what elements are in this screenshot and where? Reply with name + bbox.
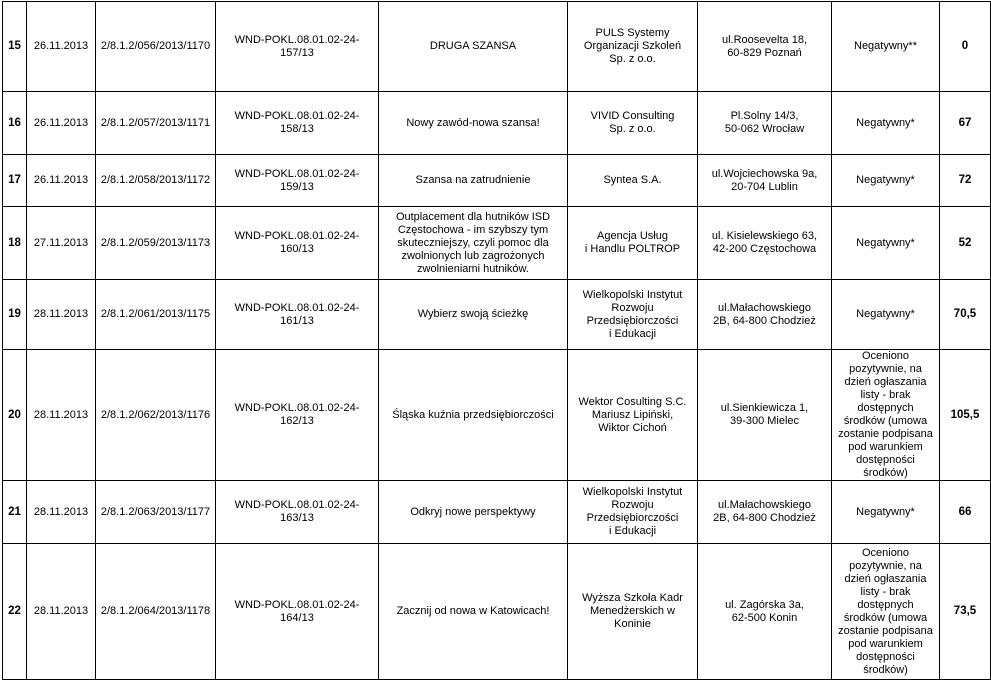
project-number-cell: WND-POKL.08.01.02-24-163/13 (216, 481, 379, 544)
row-number: 16 (3, 92, 27, 155)
table-row (3, 92, 991, 155)
result-cell: Negatywny** (832, 2, 940, 92)
registration-number-cell: 2/8.1.2/062/2013/1176 (96, 350, 216, 481)
project-number-cell: WND-POKL.08.01.02-24-162/13 (216, 350, 379, 481)
registration-number-cell: 2/8.1.2/063/2013/1177 (96, 481, 216, 544)
date-cell: 28.11.2013 (27, 481, 96, 544)
registration-number-cell: 2/8.1.2/064/2013/1178 (96, 544, 216, 680)
project-title-cell: Outplacement dla hutników ISD Częstochowa - im szybszy tym skuteczniejszy, czyli pomoc dla zwolnionych lub zagrożonych zwolnieniami hutników. (379, 207, 568, 280)
address-cell: ul.Roosevelta 18, 60-829 Poznań (698, 2, 832, 92)
row-number: 22 (3, 544, 27, 680)
date-cell: 26.11.2013 (27, 2, 96, 92)
applicant-cell: Wielkopolski Instytut Rozwoju Przedsiębiorczości i Edukacji (568, 280, 698, 350)
result-cell: Negatywny* (832, 207, 940, 280)
registration-number-cell: 2/8.1.2/058/2013/1172 (96, 155, 216, 207)
results-table (2, 1, 991, 680)
result-cell: Negatywny* (832, 481, 940, 544)
table-row (3, 350, 991, 481)
date-cell: 27.11.2013 (27, 207, 96, 280)
table-row (3, 207, 991, 280)
result-cell: Negatywny* (832, 280, 940, 350)
date-cell: 28.11.2013 (27, 350, 96, 481)
points-cell: 105,5 (940, 350, 991, 481)
registration-number-cell: 2/8.1.2/056/2013/1170 (96, 2, 216, 92)
project-title-cell: Odkryj nowe perspektywy (379, 481, 568, 544)
row-number: 15 (3, 2, 27, 92)
project-title-cell: Zacznij od nowa w Katowicach! (379, 544, 568, 680)
address-cell: ul.Małachowskiego 2B, 64-800 Chodzież (698, 280, 832, 350)
points-cell: 72 (940, 155, 991, 207)
table-row (3, 544, 991, 680)
points-cell: 73,5 (940, 544, 991, 680)
address-cell: ul.Sienkiewicza 1, 39-300 Mielec (698, 350, 832, 481)
address-cell: ul.Wojciechowska 9a, 20-704 Lublin (698, 155, 832, 207)
table-row (3, 155, 991, 207)
result-cell: Negatywny* (832, 155, 940, 207)
result-cell: Negatywny* (832, 92, 940, 155)
project-number-cell: WND-POKL.08.01.02-24-158/13 (216, 92, 379, 155)
project-number-cell: WND-POKL.08.01.02-24-161/13 (216, 280, 379, 350)
points-cell: 52 (940, 207, 991, 280)
project-number-cell: WND-POKL.08.01.02-24-160/13 (216, 207, 379, 280)
project-number-cell: WND-POKL.08.01.02-24-164/13 (216, 544, 379, 680)
project-number-cell: WND-POKL.08.01.02-24-157/13 (216, 2, 379, 92)
applicant-cell: Syntea S.A. (568, 155, 698, 207)
applicant-cell: Wyższa Szkoła Kadr Menedżerskich w Koninie (568, 544, 698, 680)
points-cell: 66 (940, 481, 991, 544)
registration-number-cell: 2/8.1.2/057/2013/1171 (96, 92, 216, 155)
points-cell: 70,5 (940, 280, 991, 350)
row-number: 17 (3, 155, 27, 207)
address-cell: ul. Kisielewskiego 63, 42-200 Częstochowa (698, 207, 832, 280)
date-cell: 28.11.2013 (27, 280, 96, 350)
date-cell: 28.11.2013 (27, 544, 96, 680)
project-title-cell: Wybierz swoją ścieżkę (379, 280, 568, 350)
date-cell: 26.11.2013 (27, 92, 96, 155)
registration-number-cell: 2/8.1.2/061/2013/1175 (96, 280, 216, 350)
result-cell: Oceniono pozytywnie, na dzień ogłaszania listy - brak dostępnych środków (umowa zostanie podpisana pod warunkiem dostępności środków) (832, 544, 940, 680)
project-title-cell: Szansa na zatrudnienie (379, 155, 568, 207)
row-number: 19 (3, 280, 27, 350)
project-number-cell: WND-POKL.08.01.02-24-159/13 (216, 155, 379, 207)
row-number: 20 (3, 350, 27, 481)
points-cell: 67 (940, 92, 991, 155)
applicant-cell: PULS Systemy Organizacji Szkoleń Sp. z o.o. (568, 2, 698, 92)
project-title-cell: Nowy zawód-nowa szansa! (379, 92, 568, 155)
address-cell: ul. Zagórska 3a, 62-500 Konin (698, 544, 832, 680)
table-row (3, 280, 991, 350)
date-cell: 26.11.2013 (27, 155, 96, 207)
address-cell: ul.Małachowskiego 2B, 64-800 Chodzież (698, 481, 832, 544)
applicant-cell: VIVID Consulting Sp. z o.o. (568, 92, 698, 155)
row-number: 21 (3, 481, 27, 544)
project-title-cell: DRUGA SZANSA (379, 2, 568, 92)
table-row (3, 481, 991, 544)
address-cell: Pl.Solny 14/3, 50-062 Wrocław (698, 92, 832, 155)
table-row (3, 2, 991, 92)
row-number: 18 (3, 207, 27, 280)
result-cell: Oceniono pozytywnie, na dzień ogłaszania listy - brak dostępnych środków (umowa zostanie podpisana pod warunkiem dostępności środków) (832, 350, 940, 481)
applicant-cell: Wielkopolski Instytut Rozwoju Przedsiębiorczości i Edukacji (568, 481, 698, 544)
applicant-cell: Agencja Usług i Handlu POLTROP (568, 207, 698, 280)
points-cell: 0 (940, 2, 991, 92)
applicant-cell: Wektor Cosulting S.C. Mariusz Lipiński, Wiktor Cichoń (568, 350, 698, 481)
project-title-cell: Śląska kuźnia przedsiębiorczości (379, 350, 568, 481)
registration-number-cell: 2/8.1.2/059/2013/1173 (96, 207, 216, 280)
